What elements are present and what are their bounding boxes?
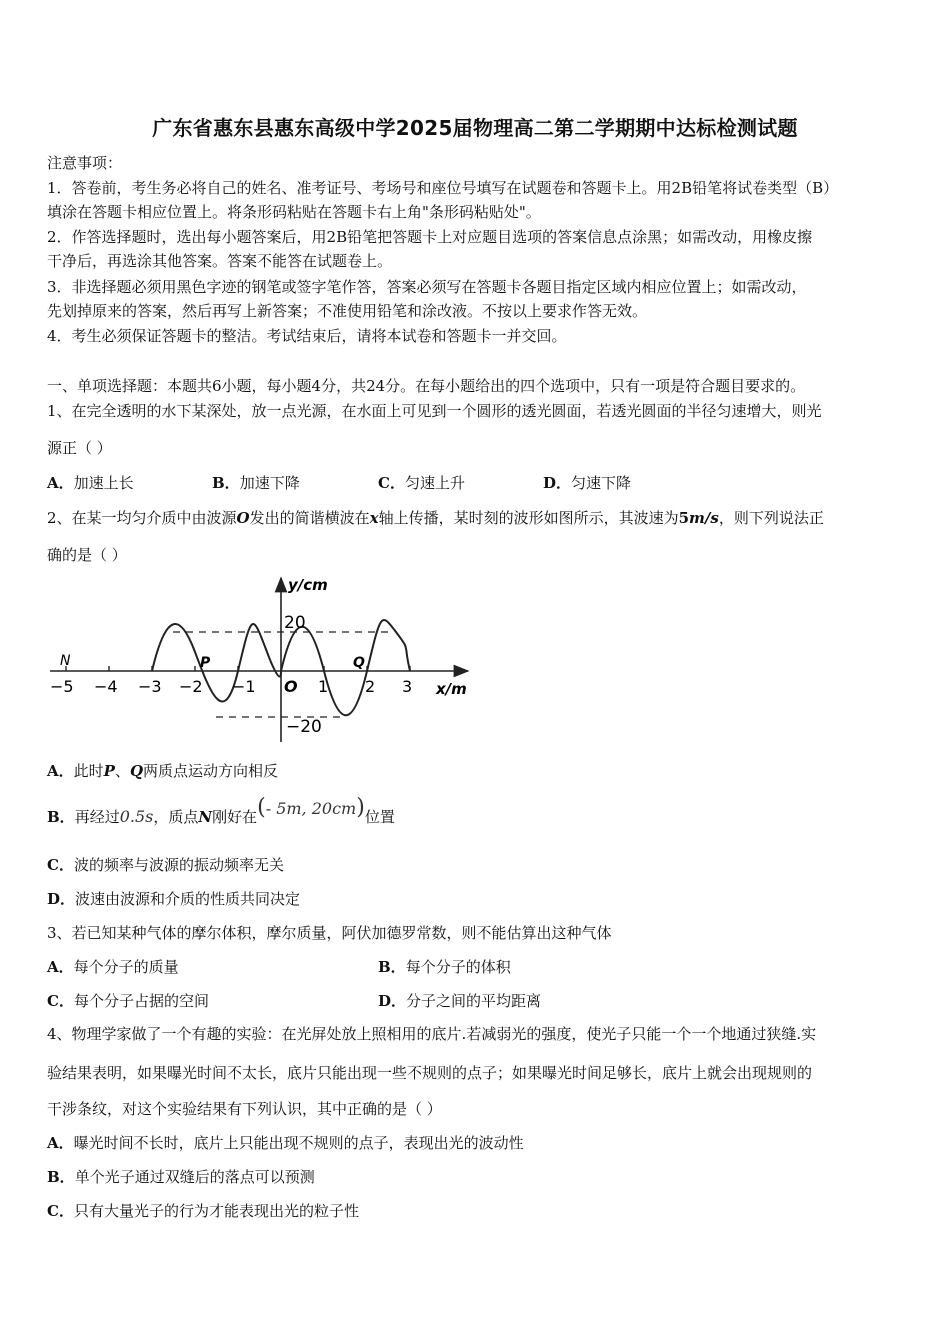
notice-item-4: 4．考生必须保证答题卡的整洁。考试结束后，请将本试卷和答题卡一并交回。 bbox=[47, 327, 567, 345]
q1-option-b-label: B． bbox=[212, 474, 240, 492]
q1-stem-line1: 1、在完全透明的水下某深处，放一点光源，在水面上可见到一个圆形的透光圆面，若透光圆面的半径匀速增大，则光 bbox=[47, 402, 822, 420]
q4-option-b-text: 单个光子通过双缝后的落点可以预测 bbox=[74, 1168, 315, 1186]
q2-option-d bbox=[47, 889, 907, 909]
q3-option-c-text: 每个分子占据的空间 bbox=[73, 992, 209, 1010]
q3-option-a bbox=[47, 957, 179, 977]
q2-stem-o: O bbox=[236, 509, 250, 527]
q1-option-a-label: A． bbox=[47, 474, 74, 492]
q2-option-d-text: 波速由波源和介质的性质共同决定 bbox=[75, 890, 301, 908]
q1-option-b-text: 加速下降 bbox=[239, 474, 300, 492]
q3-option-c-label: C． bbox=[47, 992, 74, 1010]
q3-stem: 3、若已知某种气体的摩尔体积，摩尔质量，阿伏加德罗常数，则不能估算出这种气体 bbox=[47, 924, 612, 942]
q2-option-c-label: C． bbox=[47, 856, 74, 874]
q2-option-b-lparen: ( bbox=[257, 795, 266, 820]
tick-label-m2: −2 bbox=[179, 677, 203, 696]
tick-label-1: 1 bbox=[318, 677, 329, 696]
notice-item-1a: 1．答卷前，考生务必将自己的姓名、准考证号、考场号和座位号填写在试题卷和答题卡上。用2B铅笔将试卷类型（B） bbox=[47, 179, 839, 197]
q2-stem-line1 bbox=[47, 508, 907, 528]
q2-option-a-text1: 此时 bbox=[73, 762, 104, 780]
point-p-label: P bbox=[200, 655, 211, 671]
origin-label: O bbox=[284, 677, 298, 696]
y-top-label: 20 bbox=[284, 613, 306, 633]
q2-option-b-n: N bbox=[198, 808, 213, 826]
q2-option-a-label: A． bbox=[47, 762, 74, 780]
q1-option-c bbox=[378, 473, 465, 493]
q2-stem-part4: ，则下列说法正 bbox=[718, 509, 824, 527]
q4-stem-line2: 验结果表明，如果曝光时间不太长，底片只能出现一些不规则的点子；如果曝光时间足够长，底片上就会出现规则的 bbox=[47, 1064, 813, 1082]
point-q-label: Q bbox=[353, 655, 365, 671]
q1-option-c-label: C． bbox=[378, 474, 405, 492]
q1-option-c-text: 匀速上升 bbox=[404, 474, 465, 492]
notice-heading: 注意事项： bbox=[47, 154, 123, 172]
q4-option-c-text: 只有大量光子的行为才能表现出光的粒子性 bbox=[73, 1202, 359, 1220]
q2-option-a bbox=[47, 761, 907, 781]
q2-option-b-rparen: ) bbox=[356, 795, 365, 820]
q2-stem-part1: 2、在某一均匀介质中由波源 bbox=[47, 509, 237, 527]
notice-item-2a: 2．作答选择题时，选出每小题答案后，用2B铅笔把答题卡上对应题目选项的答案信息点涂黑；如需改动，用橡皮擦 bbox=[47, 228, 813, 246]
q3-option-c bbox=[47, 991, 209, 1011]
section-heading: 一、单项选择题：本题共6小题，每小题4分，共24分。在每小题给出的四个选项中，只有一项是符合题目要求的。 bbox=[47, 377, 806, 395]
q2-stem-x: x bbox=[369, 509, 379, 527]
q4-stem-line3: 干涉条纹，对这个实验结果有下列认识，其中正确的是（ ） bbox=[47, 1100, 442, 1118]
q3-option-b-text: 每个分子的体积 bbox=[405, 958, 511, 976]
q4-option-c-label: C． bbox=[47, 1202, 74, 1220]
q4-stem-line1: 4、物理学家做了一个有趣的实验：在光屏处放上照相用的底片.若减弱光的强度，使光子只能一个一个地通过狭缝.实 bbox=[47, 1025, 817, 1043]
q3-option-b-label: B． bbox=[378, 958, 406, 976]
q3-option-a-label: A． bbox=[47, 958, 74, 976]
tick-label-m1: −1 bbox=[232, 677, 256, 696]
point-n-label: N bbox=[60, 653, 71, 669]
q1-option-b bbox=[212, 473, 300, 493]
q3-option-d-text: 分子之间的平均距离 bbox=[406, 992, 542, 1010]
notice-item-3a: 3．非选择题必须用黑色字迹的钢笔或签字笔作答，答案必须写在答题卡各题目指定区域内相应位置上；如需改动， bbox=[47, 278, 807, 296]
q4-option-a-label: A． bbox=[47, 1134, 74, 1152]
q1-option-d bbox=[543, 473, 631, 493]
q2-option-a-q: Q bbox=[129, 762, 144, 780]
q3-option-a-text: 每个分子的质量 bbox=[73, 958, 179, 976]
q2-option-c bbox=[47, 855, 907, 875]
q2-option-b-text1: 再经过 bbox=[74, 808, 120, 826]
q1-option-a-text: 加速上长 bbox=[73, 474, 134, 492]
q2-stem-line2: 确的是（ ） bbox=[47, 546, 127, 564]
q3-option-b bbox=[378, 957, 511, 977]
y-axis-label: y/cm bbox=[288, 576, 328, 594]
q2-option-b-label: B． bbox=[47, 808, 75, 826]
tick-label-m3: −3 bbox=[138, 677, 162, 696]
x-axis-label: x/m bbox=[436, 680, 467, 698]
tick-label-m4: −4 bbox=[94, 677, 118, 696]
q1-option-a bbox=[47, 473, 134, 493]
q4-option-a-text: 曝光时间不长时，底片上只能出现不规则的点子，表现出光的波动性 bbox=[73, 1134, 524, 1152]
q2-stem-speed: 5 bbox=[678, 509, 690, 527]
tick-label-2: 2 bbox=[365, 677, 376, 696]
q2-option-d-label: D． bbox=[47, 890, 76, 908]
q2-option-b-time: 0.5s bbox=[119, 807, 154, 826]
q3-option-d bbox=[378, 991, 541, 1011]
q1-stem-line2: 源正（ ） bbox=[47, 439, 112, 457]
q2-option-a-sep: 、 bbox=[114, 762, 130, 780]
page-title: 广东省惠东县惠东高级中学2025届物理高二第二学期期中达标检测试题 bbox=[152, 116, 798, 140]
q4-option-b-label: B． bbox=[47, 1168, 75, 1186]
tick-label-m5: −5 bbox=[50, 677, 74, 696]
q3-option-d-label: D． bbox=[378, 992, 407, 1010]
q2-option-b-coord: - 5m, 20cm bbox=[265, 799, 357, 818]
notice-item-3b: 先划掉原来的答案，然后再写上新答案；不准使用铅笔和涂改液。不按以上要求作答无效。 bbox=[47, 302, 648, 320]
q2-option-b-text4: 位置 bbox=[364, 808, 395, 826]
q2-stem-part3: 轴上传播，某时刻的波形如图所示，其波速为 bbox=[378, 509, 679, 527]
q1-option-d-label: D． bbox=[543, 474, 572, 492]
q2-option-a-p: P bbox=[103, 762, 115, 780]
tick-label-3: 3 bbox=[402, 677, 413, 696]
q2-option-b-text2: ，质点 bbox=[153, 808, 199, 826]
notice-item-2b: 干净后，再选涂其他答案。答案不能答在试题卷上。 bbox=[47, 252, 393, 270]
q4-option-b bbox=[47, 1167, 907, 1187]
q2-stem-unit: m/s bbox=[689, 509, 719, 527]
q2-option-a-text2: 两质点运动方向相反 bbox=[143, 762, 279, 780]
y-bottom-label: −20 bbox=[286, 717, 322, 737]
q4-option-c bbox=[47, 1201, 907, 1221]
q1-option-d-text: 匀速下降 bbox=[571, 474, 632, 492]
wave-graph bbox=[40, 572, 480, 744]
q2-option-b bbox=[47, 795, 907, 830]
q2-option-b-text3: 刚好在 bbox=[212, 808, 258, 826]
notice-item-1b: 填涂在答题卡相应位置上。将条形码粘贴在答题卡右上角"条形码粘贴处"。 bbox=[47, 203, 541, 221]
q2-option-c-text: 波的频率与波源的振动频率无关 bbox=[73, 856, 284, 874]
q2-stem-part2: 发出的简谐横波在 bbox=[249, 509, 370, 527]
q4-option-a bbox=[47, 1133, 907, 1153]
